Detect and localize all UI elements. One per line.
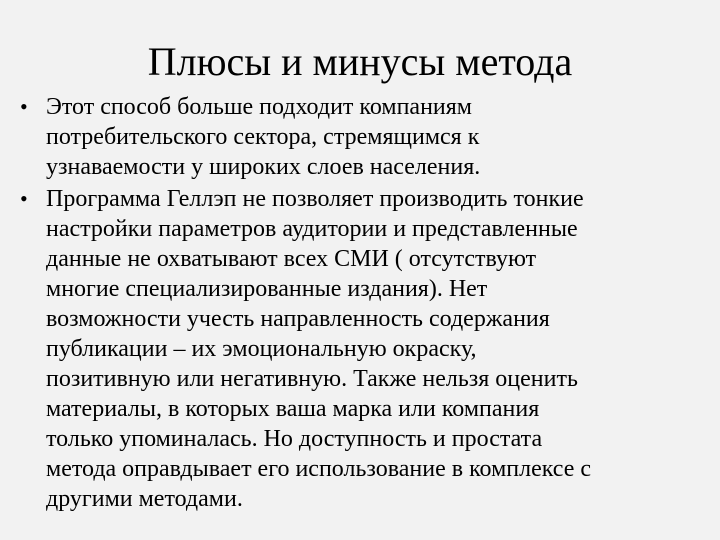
bullet-list	[16, 92, 706, 514]
bullet-2-line-2: настройки параметров аудитории и представленные	[46, 216, 578, 242]
bullet-dot-icon: •	[20, 186, 28, 211]
bullet-item-1	[16, 92, 706, 182]
bullet-dot-icon: •	[20, 94, 28, 119]
bullet-2-line-7: позитивную или негативную. Также нельзя оценить	[46, 366, 578, 392]
bullet-item-2	[16, 184, 706, 514]
bullet-1-line-1: Этот способ больше подходит компаниям	[46, 94, 472, 120]
bullet-1-line-2: потребительского сектора, стремящимся к	[46, 124, 480, 150]
bullet-2-line-10: метода оправдывает его использование в комплексе с	[46, 456, 592, 482]
bullet-1-line-3: узнаваемости у широких слоев населения.	[46, 154, 481, 180]
bullet-2-line-1: Программа Геллэп не позволяет производить тонкие	[46, 186, 584, 212]
bullet-2-line-11: другими методами.	[46, 486, 243, 512]
bullet-2-line-9: только упоминалась. Но доступность и простата	[46, 426, 543, 452]
bullet-2-line-4: многие специализированные издания). Нет	[46, 276, 488, 302]
bullet-2-line-6: публикации – их эмоциональную окраску,	[46, 336, 477, 362]
bullet-2-line-5: возможности учесть направленность содержания	[46, 306, 550, 332]
bullet-2-line-8: материалы, в которых ваша марка или компания	[46, 396, 540, 422]
slide-title: Плюсы и минусы метода	[147, 39, 573, 84]
bullet-2-line-3: данные не охватывают всех СМИ ( отсутствуют	[46, 246, 537, 272]
